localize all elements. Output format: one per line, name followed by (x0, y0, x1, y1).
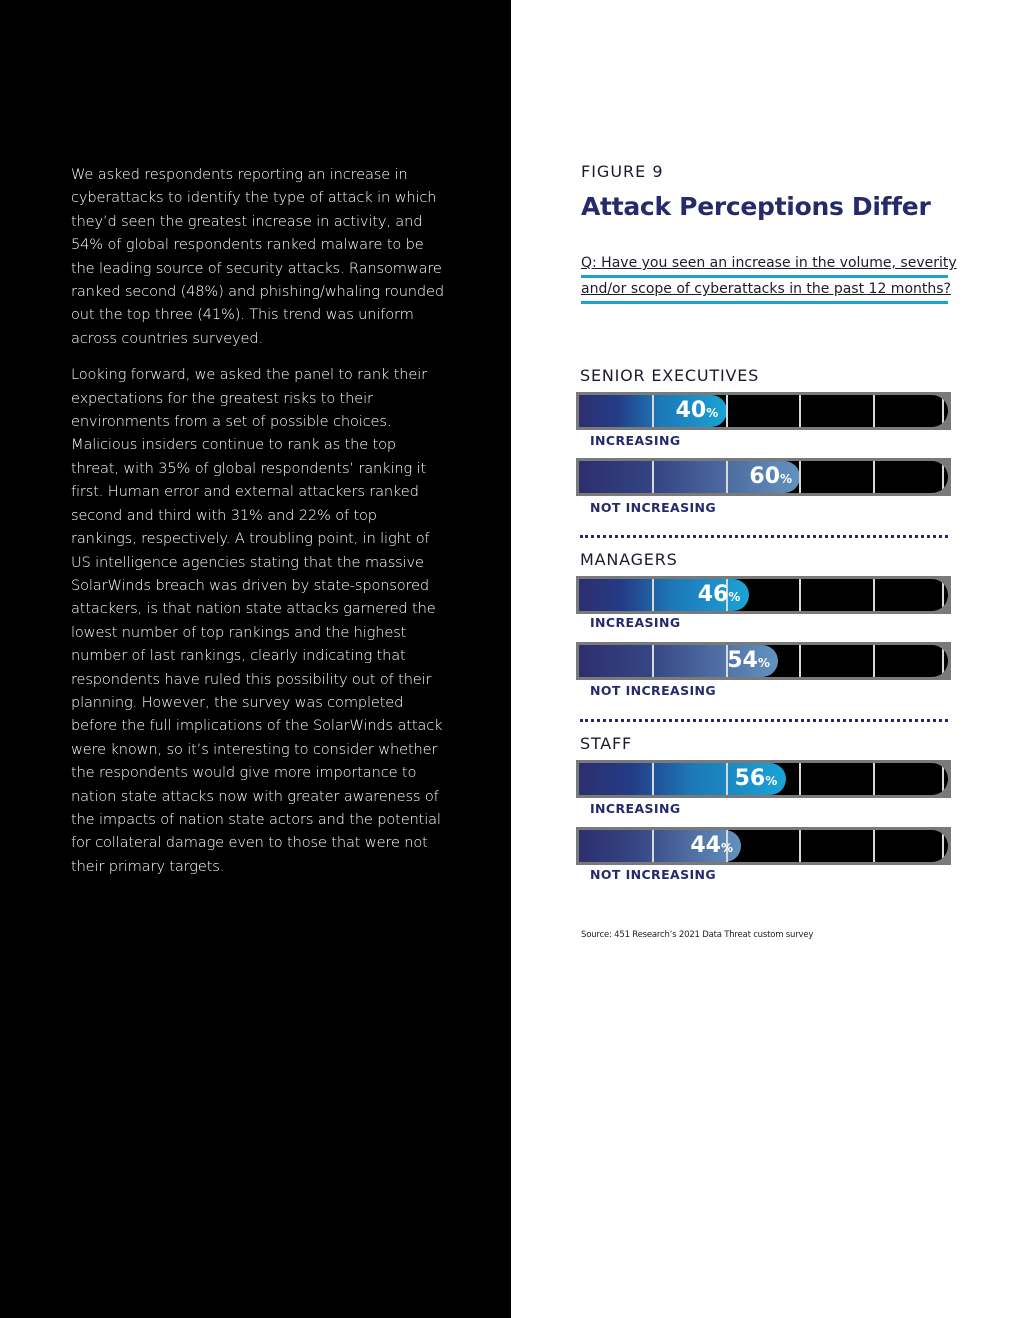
percent-sign: % (780, 472, 793, 486)
body-text (71, 163, 446, 891)
bar-tick (942, 763, 944, 795)
body-paragraph-1: We asked respondents reporting an increase in cyberattacks to identify the type of attack in which they’d seen the greatest increase in activity, and 54% of global respondents ranked malware to be the leading source of security attacks. Ransomware ranked second (48%) and phishing/whaling rounded out the top three (41%). This trend was uniform across countries surveyed. (71, 166, 444, 347)
bar-tick (726, 395, 728, 427)
bar-caption-senior-not-increasing: NOT INCREASING (590, 500, 717, 515)
bar-track (576, 827, 951, 865)
bar-track (576, 576, 951, 614)
bar-tick (942, 645, 944, 677)
figure-label: FIGURE 9 (581, 162, 664, 181)
bar-tick (942, 461, 944, 493)
bar-value-senior-not-increasing (749, 463, 792, 493)
group-divider (580, 719, 948, 722)
bar-caption-staff-not-increasing: NOT INCREASING (590, 867, 717, 882)
bar-inner (579, 830, 948, 862)
bar-track (576, 392, 951, 430)
bar-inner (579, 763, 948, 795)
question-line-1: Q: Have you seen an increase in the volume, severity (581, 252, 948, 278)
bar-value-managers-increasing (698, 581, 741, 611)
bar-value-managers-not-increasing (727, 647, 770, 677)
group-label-staff: STAFF (580, 734, 633, 753)
bar-tick (726, 763, 728, 795)
bar-track (576, 458, 951, 496)
survey-question (581, 252, 957, 304)
bar-value-senior-increasing (676, 397, 719, 427)
value-number: 44 (690, 833, 721, 858)
group-divider (580, 535, 948, 538)
bar-tick (873, 830, 875, 862)
body-paragraph-2: Looking forward, we asked the panel to rank their expectations for the greatest risks to their environments from a set of possible choices. Malicious insiders continue to rank as the top threat, with 35% of global respondents’ ranking it first. Human error and external attackers ranked second and third with 31% and 22% of top rankings, respectively. A troubling point, in light of US intelligence agencies stating that the massive SolarWinds breach was driven by state-sponsored attackers, is that nation state attacks garnered the lowest number of top rankings and the highest number of last rankings, clearly indicating that respondents have ruled this possibility out of their planning. However, the survey was completed before the full implications of the SolarWinds attack were known, so it’s interesting to consider whether the respondents would give more importance to nation state attacks now with greater awareness of the impacts of nation state actors and the potential for collateral damage even to those that were not their primary targets. (71, 366, 443, 875)
value-number: 54 (727, 648, 758, 673)
source-note: Source: 451 Research’s 2021 Data Threat custom survey (581, 930, 814, 940)
percent-sign: % (728, 590, 741, 604)
bar-tick (726, 461, 728, 493)
percent-sign: % (765, 774, 778, 788)
bar-tick (652, 645, 654, 677)
value-number: 46 (697, 582, 729, 607)
bar-caption-managers-not-increasing: NOT INCREASING (590, 683, 717, 698)
value-number: 60 (749, 464, 781, 489)
bar-tick (799, 579, 801, 611)
bar-tick (799, 830, 801, 862)
bar-tick (873, 763, 875, 795)
bar-caption-staff-increasing: INCREASING (590, 801, 681, 816)
question-line-2: and/or scope of cyberattacks in the past 12 months? (581, 278, 948, 304)
bar-tick (942, 579, 944, 611)
bar-tick (799, 395, 801, 427)
bar-tick (873, 395, 875, 427)
bar-tick (652, 763, 654, 795)
bar-inner (579, 645, 948, 677)
bar-tick (873, 579, 875, 611)
bar-tick (652, 395, 654, 427)
bar-caption-senior-increasing: INCREASING (590, 433, 681, 448)
bar-tick (942, 395, 944, 427)
bar-value-staff-not-increasing (690, 832, 733, 862)
value-number: 56 (734, 766, 766, 791)
bar-tick (873, 645, 875, 677)
bar-value-staff-increasing (735, 765, 778, 795)
bar-inner (579, 395, 948, 427)
bar-caption-managers-increasing: INCREASING (590, 615, 681, 630)
bar-tick (799, 645, 801, 677)
bar-tick (799, 461, 801, 493)
bar-tick (799, 763, 801, 795)
figure-title: Attack Perceptions Differ (581, 192, 931, 221)
bar-tick (652, 830, 654, 862)
bar-track (576, 642, 951, 680)
bar-tick (652, 579, 654, 611)
bar-inner (579, 461, 948, 493)
value-number: 40 (675, 398, 707, 423)
percent-sign: % (720, 841, 734, 855)
bar-inner (579, 579, 948, 611)
percent-sign: % (706, 406, 719, 420)
bar-tick (652, 461, 654, 493)
bar-tick (942, 830, 944, 862)
group-label-managers: MANAGERS (580, 550, 678, 569)
bar-track (576, 760, 951, 798)
percent-sign: % (757, 656, 770, 670)
group-label-senior-executives: SENIOR EXECUTIVES (580, 366, 760, 385)
bar-tick (873, 461, 875, 493)
